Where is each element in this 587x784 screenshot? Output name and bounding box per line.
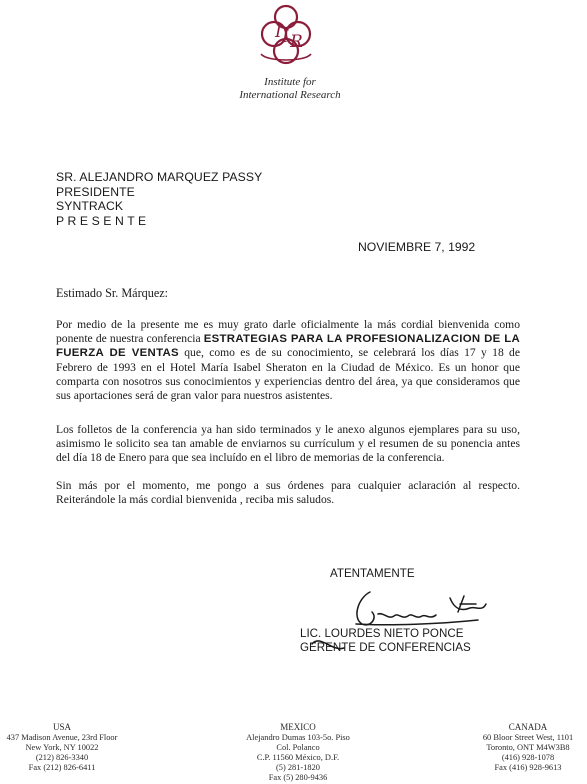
recipient-presente: P R E S E N T E bbox=[56, 213, 147, 228]
svg-text:I: I bbox=[282, 27, 289, 47]
footer-office-canada bbox=[468, 722, 587, 773]
footer-office-mexico bbox=[228, 722, 368, 783]
footer-mexico-line-2: Col. Polanco bbox=[276, 743, 320, 752]
footer-canada-line-2: Toronto, ONT M4W3B8 bbox=[486, 743, 570, 752]
footer-mexico-line-5: Fax (5) 280-9436 bbox=[268, 773, 328, 782]
letter-date: NOVIEMBRE 7, 1992 bbox=[358, 240, 476, 254]
footer-canada-line-3: (416) 928-1078 bbox=[501, 753, 555, 762]
conference-title: ESTRATEGIAS PARA LA PROFESIONALIZACION DE LA FUERZA DE VENTAS bbox=[56, 333, 521, 360]
footer-usa-line-1: 437 Madison Avenue, 23rd Floor bbox=[6, 733, 118, 742]
footer-mexico-line-3: C.P. 11560 México, D.F. bbox=[256, 753, 340, 762]
footer-canada-country: CANADA bbox=[508, 722, 548, 732]
institute-name bbox=[200, 76, 380, 102]
iir-logo bbox=[247, 4, 325, 66]
recipient-address bbox=[56, 170, 262, 228]
footer-canada-line-1: 60 Bloor Street West, 1101 bbox=[482, 733, 574, 742]
svg-text:R: R bbox=[290, 32, 303, 52]
closing: ATENTAMENTE bbox=[330, 567, 415, 580]
footer-mexico-country: MEXICO bbox=[280, 722, 316, 732]
salutation: Estimado Sr. Márquez: bbox=[56, 286, 169, 300]
signer-name: LIC. LOURDES NIETO PONCE bbox=[300, 627, 464, 640]
recipient-company: SYNTRACK bbox=[56, 199, 124, 213]
footer-mexico-line-4: (5) 281-1820 bbox=[276, 763, 320, 772]
body-paragraph-3: Sin más por el momento, me pongo a sus órdenes para cualquier aclaración al respecto. Reiterándole la más cordial bienvenida , reciba mis saludos. bbox=[56, 479, 520, 507]
svg-text:I: I bbox=[275, 22, 282, 42]
p1-text-b: que, como es de su conocimiento, se celebrará los días 17 y 18 de Febrero de 1993 en el Hotel María Isabel Sheraton en la Ciudad de México. Es un honor que comparta con nosotros sus conocimientos y experiencias dentro del área, ya que consideramos que sus aportaciones será de gran valor para nuestros asistentes. bbox=[56, 346, 521, 403]
footer-office-usa bbox=[2, 722, 122, 773]
signer-block bbox=[300, 627, 471, 655]
institute-line-1: Institute for bbox=[264, 76, 316, 88]
institute-line-2: International Research bbox=[239, 89, 341, 101]
footer-usa-line-2: New York, NY 10022 bbox=[25, 743, 99, 752]
footer-usa-country: USA bbox=[52, 722, 71, 732]
body-paragraph-1 bbox=[56, 318, 520, 403]
body-paragraph-2: Los folletos de la conferencia ya han sido terminados y le anexo algunos ejemplares para su uso, asimismo le solicito sea tan amable de enviarnos su currículum y el resumen de su ponencia antes del día 18 de Enero para que sea incluído en el libro de memorias de la conferencia. bbox=[56, 423, 520, 465]
footer-canada-line-4: Fax (416) 928-9613 bbox=[494, 763, 562, 772]
footer-mexico-line-1: Alejandro Dumas 103-5o. Piso bbox=[246, 733, 350, 742]
recipient-title: PRESIDENTE bbox=[56, 184, 135, 199]
footer-usa-line-4: Fax (212) 826-6411 bbox=[28, 763, 96, 772]
footer-usa-line-3: (212) 826-3340 bbox=[35, 753, 89, 762]
signer-title: GERENTE DE CONFERENCIAS bbox=[300, 641, 471, 654]
p1-text-a: Por medio de la presente me es muy grato darle oficialmente la más cordial bienvenida como ponente de nuestra conferencia bbox=[56, 318, 520, 346]
recipient-name: SR. ALEJANDRO MARQUEZ PASSY bbox=[56, 170, 263, 184]
